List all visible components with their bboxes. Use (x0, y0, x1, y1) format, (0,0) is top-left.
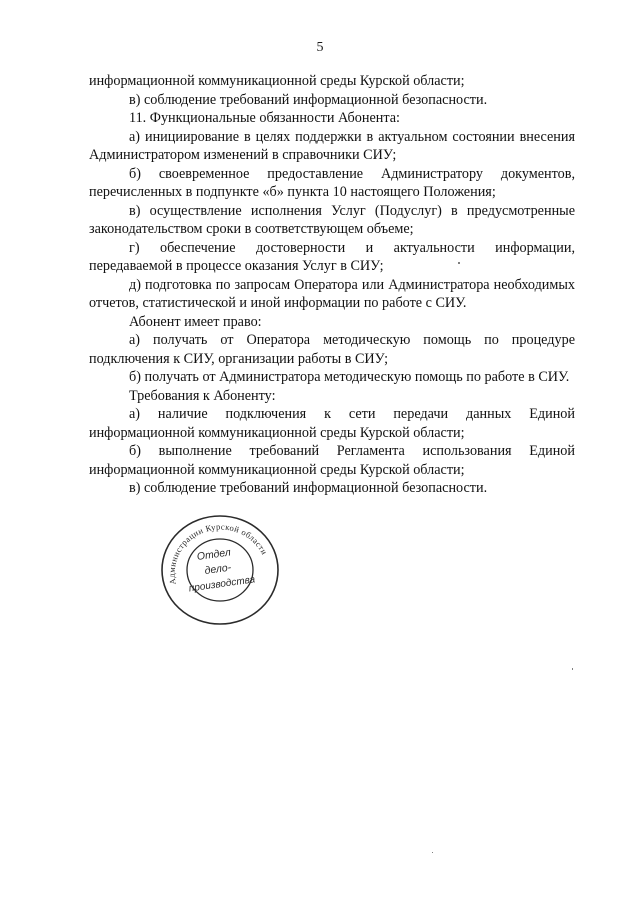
paragraph-13: а) наличие подключения к сети передачи данных Единой информационной коммуникационной среды Курской области; (89, 406, 575, 441)
scan-speck (458, 262, 460, 264)
paragraph-14: б) выполнение требований Регламента использования Единой информационной коммуникационной среды Курской области; (89, 443, 575, 478)
stamp-center-line-2: дело- (203, 561, 232, 578)
stamp-center-line-3: производства (188, 574, 256, 595)
stamp-center-line-1: Отдел (196, 546, 232, 564)
paragraph-4: а) инициирование в целях поддержки в актуальном состоянии внесения Администратором изменений в справочники СИУ; (89, 128, 575, 163)
paragraph-10: а) получать от Оператора методическую помощь по процедуре подключения к СИУ, организации работы в СИУ; (89, 332, 575, 367)
paragraph-8: д) подготовка по запросам Оператора или Администратора необходимых отчетов, статистической и иной информации по работе с СИУ. (89, 276, 575, 311)
paragraph-12: Требования к Абоненту: (129, 387, 276, 404)
page-number: 5 (316, 40, 324, 55)
paragraph-6: в) осуществление исполнения Услуг (Подуслуг) в предусмотренные законодательством сроки в соответствующем объеме; (89, 202, 575, 237)
paragraph-3: 11. Функциональные обязанности Абонента: (129, 110, 400, 126)
paragraph-7: г) обеспечение достоверности и актуальности информации, передаваемой в процессе оказания Услуг в СИУ; (89, 239, 575, 274)
paragraph-11: б) получать от Администратора методическую помощь по работе в СИУ. (129, 369, 570, 385)
scan-speck (432, 852, 433, 853)
document-body (89, 72, 575, 498)
office-stamp (154, 510, 284, 628)
paragraph-5: б) своевременное предоставление Администратору документов, перечисленных в подпункте «б» пункта 10 настоящего Положения; (89, 165, 575, 200)
paragraph-2: в) соблюдение требований информационной безопасности. (129, 91, 488, 108)
paragraph-15: в) соблюдение требований информационной безопасности. (129, 480, 488, 496)
scan-speck (572, 668, 573, 670)
stamp-ring-text: Администрации Курской области (166, 521, 270, 586)
paragraph-9: Абонент имеет право: (129, 313, 262, 330)
paragraph-1: информационной коммуникационной среды Курской области; (89, 73, 465, 89)
